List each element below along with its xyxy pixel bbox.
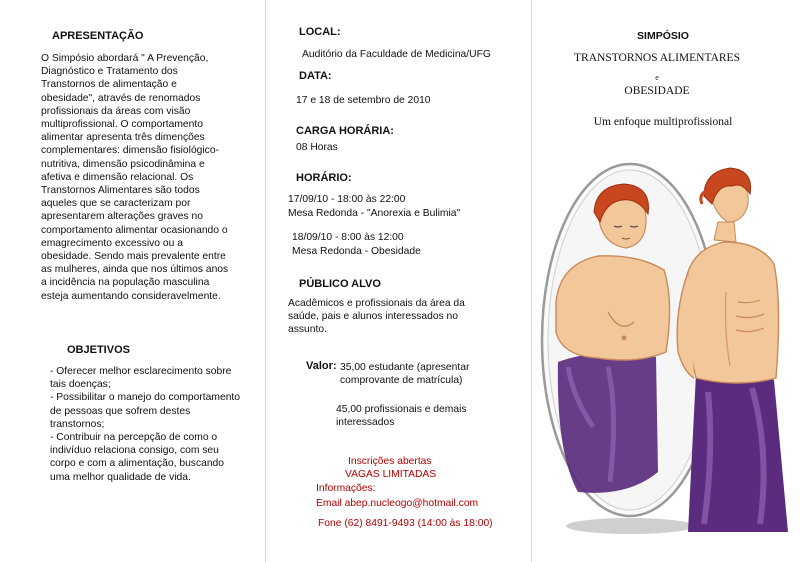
publico-line: assunto.	[288, 324, 327, 336]
horario-heading: HORÁRIO:	[296, 172, 352, 184]
horario-1-time: 17/09/10 - 18:00 às 22:00	[288, 194, 406, 205]
carga-heading: CARGA HORÁRIA:	[296, 125, 394, 137]
valor-profissionais-line: interessados	[336, 417, 395, 429]
objetivos-line: de pessoas que sofrem destes	[50, 405, 191, 417]
valor-profissionais	[336, 403, 467, 429]
apresentacao-line: a incidência na população masculina	[41, 277, 210, 289]
objetivos-heading: OBJETIVOS	[67, 344, 130, 356]
simposio-heading: SIMPÓSIO	[637, 30, 689, 42]
horario-2-time: 18/09/10 - 8:00 às 12:00	[292, 232, 404, 243]
objetivos-line: - Possibilitar o manejo do comportamento	[50, 392, 241, 404]
apresentacao-line: comportamento alimentar ocasionando o	[41, 224, 228, 236]
objetivos-text	[50, 365, 262, 484]
publico-line: saúde, pais e alunos interessados no	[288, 311, 459, 323]
objetivos-line: - Contribuir na percepção de como o	[50, 432, 218, 444]
publico-text	[288, 297, 508, 337]
mirror-shadow	[566, 518, 694, 534]
publico-line: Acadêmicos e profissionais da área da	[288, 298, 465, 309]
apresentacao-line: emagrecimento excessivo ou a	[41, 237, 183, 249]
title-line-1: TRANSTORNOS ALIMENTARES	[574, 52, 740, 64]
valor-estudante-line: 35,00 estudante (apresentar	[340, 362, 470, 373]
apresentacao-line: obesidade", através de renomados	[41, 92, 201, 104]
publico-heading: PÚBLICO ALVO	[299, 278, 381, 290]
title-connector: e	[655, 73, 659, 82]
mirror-illustration	[538, 152, 800, 536]
apresentacao-line: aqueles que se caracterizam por	[41, 198, 191, 210]
apresentacao-line: profissionais da áreas com visão	[41, 105, 191, 117]
apresentacao-line: afetiva e dimensão relacional. Os	[41, 171, 194, 183]
apresentacao-line: Transtornos de alimentação e	[41, 79, 177, 91]
informacoes-label: Informações:	[316, 483, 376, 494]
valor-estudante-line: comprovante de matrícula)	[340, 375, 463, 387]
subtitle: Um enfoque multiprofissional	[593, 116, 733, 128]
apresentacao-line: apresentarem alterações graves no	[41, 211, 203, 223]
valor-estudante	[340, 361, 469, 387]
apresentacao-line: Transtornos Alimentares são todos	[41, 185, 200, 197]
data-value: 17 e 18 de setembro de 2010	[296, 95, 431, 106]
phone-contact: Fone (62) 8491-9493 (14:00 às 18:00)	[318, 518, 493, 529]
apresentacao-text	[41, 52, 263, 303]
objetivos-line: tais doenças;	[50, 379, 111, 391]
carga-value: 08 Horas	[296, 142, 338, 153]
horario-1-event: Mesa Redonda - "Anorexia e Bulimia"	[288, 208, 461, 219]
objetivos-line: - Oferecer melhor esclarecimento sobre	[50, 366, 232, 377]
apresentacao-line: multiprofissional. O comportamento	[41, 119, 203, 131]
left-panel	[0, 0, 265, 562]
data-heading: DATA:	[299, 70, 332, 82]
apresentacao-line: alimentar apresenta três dimenções	[41, 132, 205, 144]
apresentacao-line: obesidade. Sendo mais prevalente entre	[41, 251, 226, 263]
inscricoes-text: Inscrições abertas	[348, 456, 432, 467]
apresentacao-line: complementares: dimensão fisiológico-	[41, 145, 219, 157]
apresentacao-line: Diagnóstico e Tratamento dos	[41, 66, 178, 78]
vagas-text: VAGAS LIMITADAS	[345, 469, 437, 480]
horario-2-event: Mesa Redonda - Obesidade	[292, 246, 421, 257]
apresentacao-line: as mulheres, ainda que nos últimos anos	[41, 264, 229, 276]
objetivos-line: transtornos;	[50, 418, 105, 430]
valor-label: Valor:	[306, 360, 337, 372]
apresentacao-line: O Simpósio abordará " A Prevenção,	[41, 53, 209, 64]
valor-profissionais-line: 45,00 profissionais e demais	[336, 404, 467, 415]
objetivos-line: uma melhor qualidade de vida.	[50, 471, 191, 483]
middle-panel	[266, 0, 531, 562]
local-value: Auditório da Faculdade de Medicina/UFG	[302, 49, 491, 60]
apresentacao-heading: APRESENTAÇÃO	[52, 30, 144, 42]
title-line-2: OBESIDADE	[624, 85, 690, 97]
apresentacao-line: esteja aumentando consideravelmente.	[41, 290, 221, 302]
local-heading: LOCAL:	[299, 26, 341, 38]
apresentacao-line: nutritiva, dimensão psicodinâmina e	[41, 158, 205, 170]
email-contact: Email abep.nucleogo@hotmail.com	[316, 498, 479, 509]
objetivos-line: corpo e com a alimentação, buscando	[50, 458, 225, 470]
right-panel	[532, 0, 800, 562]
objetivos-line: indivíduo relaciona consigo, com seu	[50, 445, 219, 457]
